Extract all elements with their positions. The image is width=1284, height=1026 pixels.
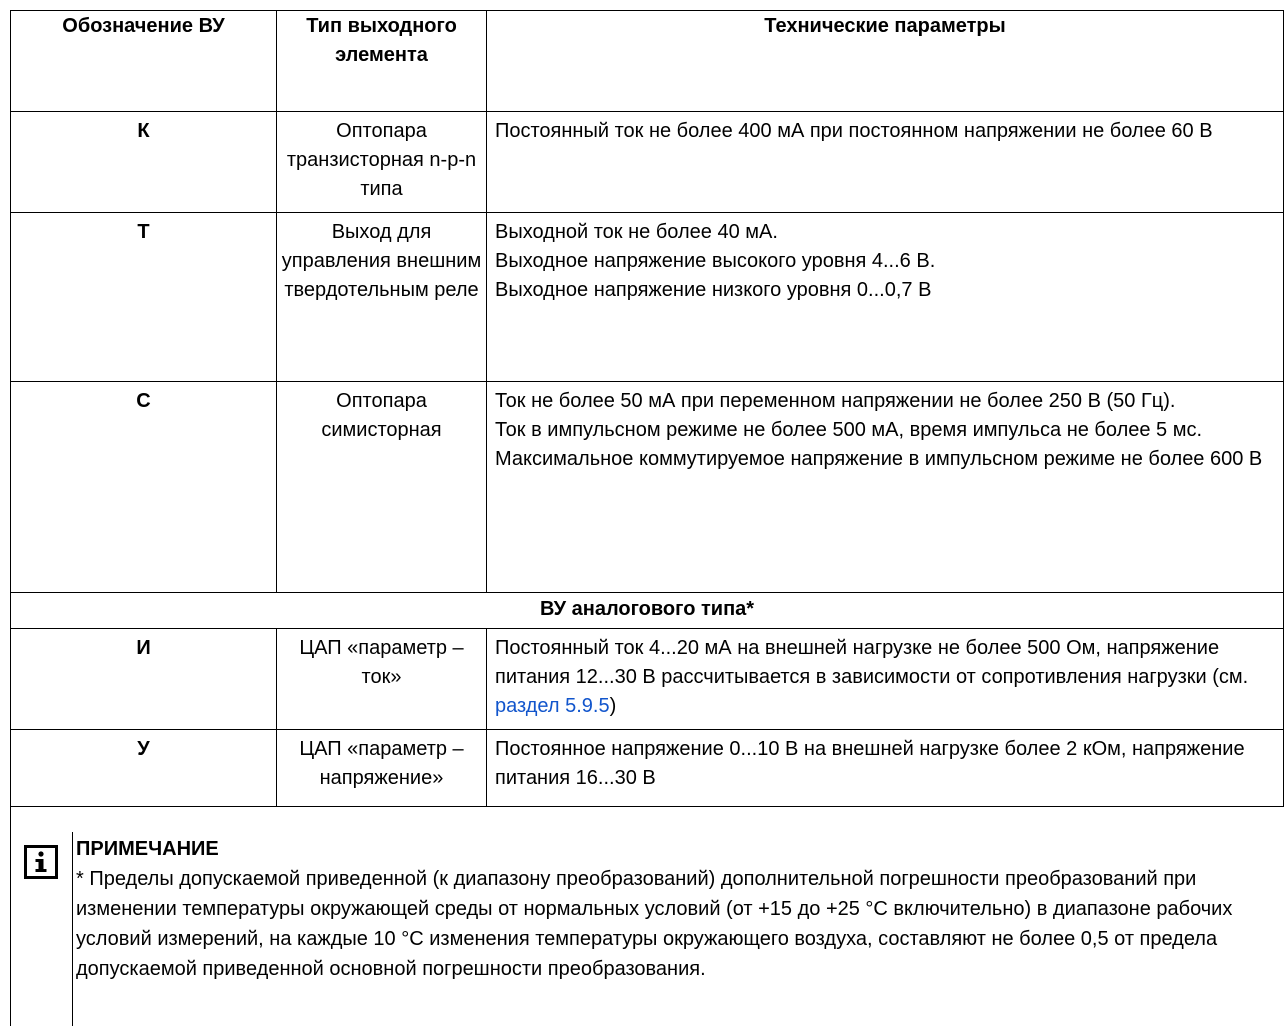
row-code: С xyxy=(136,390,151,412)
row-params xyxy=(495,634,1275,721)
table-border-bottom xyxy=(10,806,1284,807)
param-line: Выходное напряжение низкого уровня 0...0,7 В xyxy=(495,279,932,301)
param-line: Выходной ток не более 40 мА. xyxy=(495,221,778,243)
analog-section-title: ВУ аналогового типа* xyxy=(539,598,755,620)
row-params xyxy=(495,218,1275,305)
column-divider xyxy=(276,10,277,593)
row-params xyxy=(495,735,1275,793)
header-tech-params: Технические параметры xyxy=(764,15,1006,37)
row-divider xyxy=(10,592,1284,593)
param-text: Постоянный ток 4...20 мА на внешней нагрузке не более 500 Ом, напряжение питания 12...30 В рассчитывается в зависимости от сопротивления нагрузки (см. xyxy=(495,637,1249,688)
row-code: У xyxy=(137,738,150,760)
row-code: И xyxy=(136,637,151,659)
row-type: Оптопара транзисторная n-p-n типа xyxy=(286,120,477,200)
note-text: * Пределы допускаемой приведенной (к диапазону преобразований) дополнительной погрешности преобразований при изменении температуры окружающей среды от нормальных условий (от +15 до +25 °C включительно) в диапазоне рабочих условий измерений, на каждые 10 °C изменения температуры окружающего воздуха, составляют не более 0,5 от предела допускаемой приведенной основной погрешности преобразования. xyxy=(76,868,1233,980)
table-border-top xyxy=(10,10,1284,11)
header-designation: Обозначение ВУ xyxy=(62,15,225,37)
note-border-left xyxy=(10,806,11,1026)
note-divider xyxy=(72,832,73,1026)
row-type: Выход для управления внешним твердотельным реле xyxy=(281,221,482,301)
row-divider xyxy=(10,381,1284,382)
param-line: Максимальное коммутируемое напряжение в импульсном режиме не более 600 В xyxy=(495,448,1263,470)
info-icon xyxy=(24,845,58,879)
column-divider xyxy=(486,628,487,807)
row-type: ЦАП «параметр – ток» xyxy=(299,637,464,688)
header-output-type: Тип выходного элемента xyxy=(306,15,457,66)
param-line: Постоянный ток не более 400 мА при постоянном напряжении не более 60 В xyxy=(495,120,1213,142)
param-text-tail: ) xyxy=(609,695,617,717)
param-line: Ток не более 50 мА при переменном напряжении не более 250 В (50 Гц). xyxy=(495,390,1176,412)
row-divider xyxy=(10,212,1284,213)
param-line: Выходное напряжение высокого уровня 4...6 В. xyxy=(495,250,936,272)
section-link[interactable]: раздел 5.9.5 xyxy=(495,695,610,717)
row-code: К xyxy=(137,120,150,142)
row-divider xyxy=(10,628,1284,629)
note-title: ПРИМЕЧАНИЕ xyxy=(76,838,219,860)
row-type: Оптопара симисторная xyxy=(321,390,442,441)
param-line: Ток в импульсном режиме не более 500 мА, время импульса не более 5 мс. xyxy=(495,419,1203,441)
row-code: Т xyxy=(137,221,150,243)
param-line: Постоянное напряжение 0...10 В на внешней нагрузке более 2 кОм, напряжение питания 16...30 В xyxy=(495,738,1245,789)
row-divider xyxy=(10,729,1284,730)
row-params xyxy=(495,117,1275,146)
row-params xyxy=(495,387,1275,474)
column-divider xyxy=(486,10,487,593)
column-divider xyxy=(276,628,277,807)
row-divider xyxy=(10,111,1284,112)
row-type: ЦАП «параметр – напряжение» xyxy=(299,738,464,789)
